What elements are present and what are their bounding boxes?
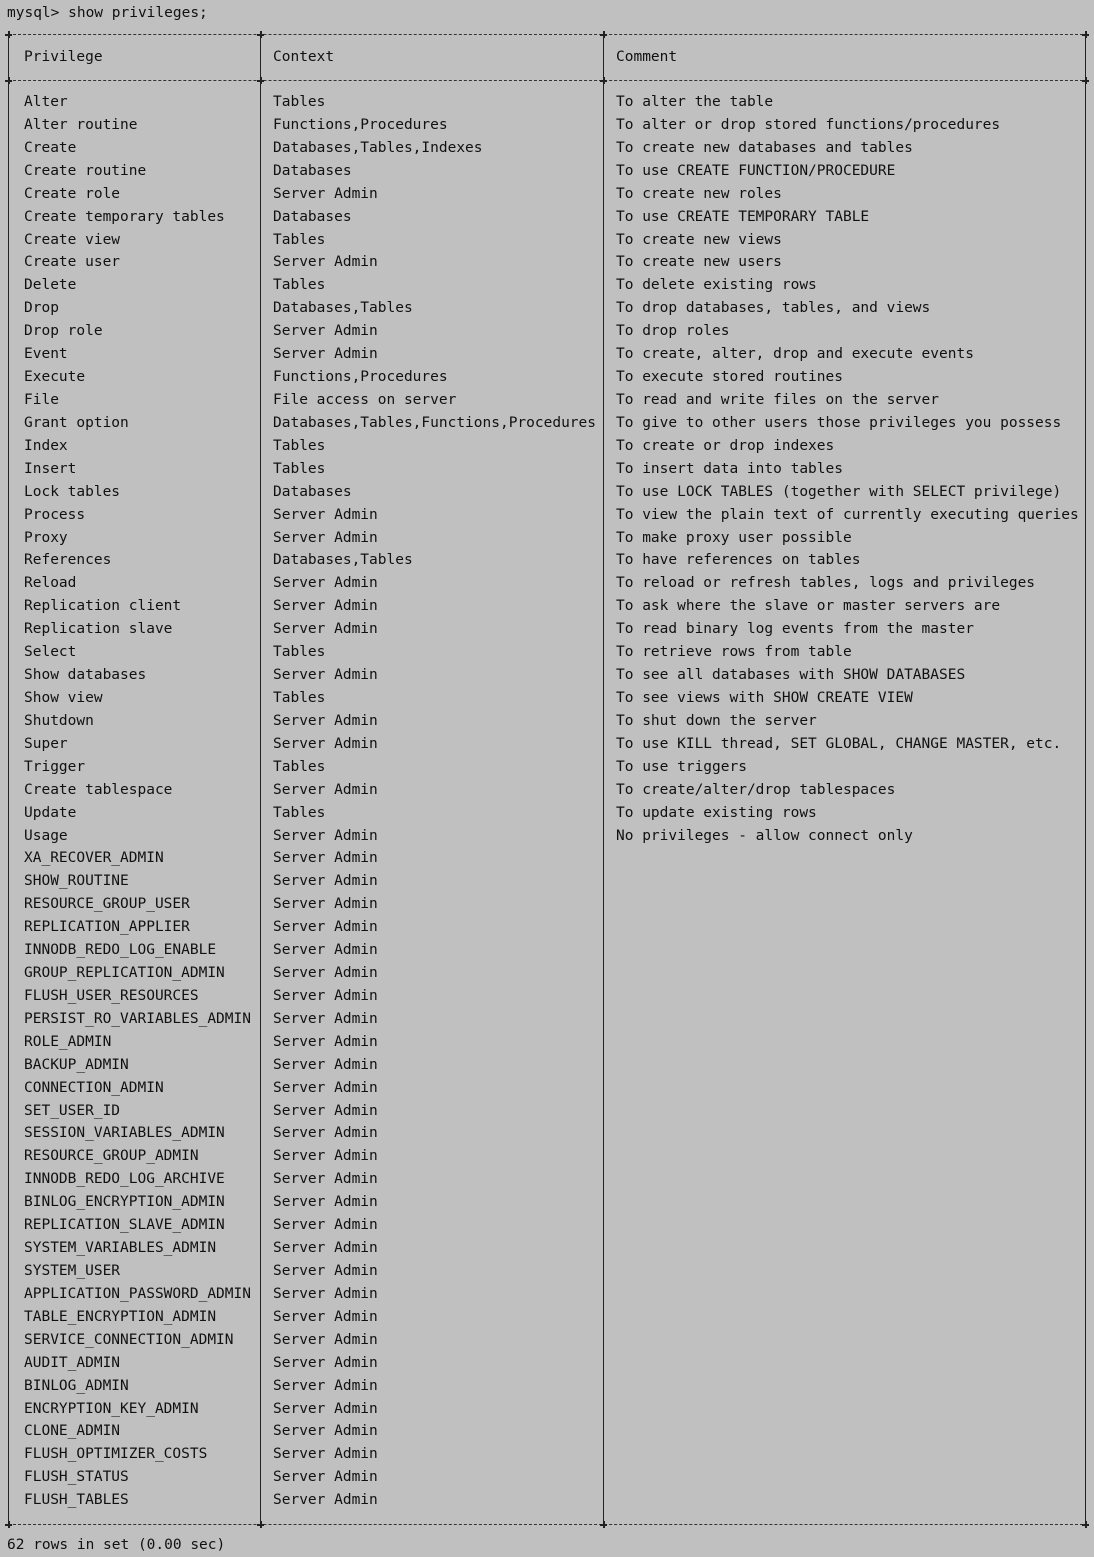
comment-cell: To view the plain text of currently executing queries <box>616 506 1079 523</box>
table-row <box>8 504 1088 527</box>
comment-cell: To create new databases and tables <box>616 139 913 156</box>
table-row <box>8 870 1088 893</box>
context-cell: Server Admin <box>273 1331 378 1348</box>
privilege-cell: APPLICATION_PASSWORD_ADMIN <box>24 1285 251 1302</box>
privilege-cell: REPLICATION_APPLIER <box>24 919 190 936</box>
privilege-cell: Create view <box>24 231 121 248</box>
comment-cell: To read and write files on the server <box>616 391 940 408</box>
table-row <box>8 595 1088 618</box>
table-row <box>8 458 1088 481</box>
comment-cell: To create/alter/drop tablespaces <box>616 781 896 798</box>
junction-mark <box>1082 77 1089 84</box>
privilege-cell: Update <box>24 804 77 821</box>
context-cell: Tables <box>273 644 326 661</box>
comment-cell: To reload or refresh tables, logs and privileges <box>616 575 1036 592</box>
privilege-cell: Delete <box>24 277 77 294</box>
privilege-cell: INNODB_REDO_LOG_ARCHIVE <box>24 1171 225 1188</box>
table-row <box>8 1008 1088 1031</box>
table-row <box>8 1214 1088 1237</box>
table-row <box>8 710 1088 733</box>
context-cell: Server Admin <box>273 185 378 202</box>
junction-mark <box>600 1521 607 1528</box>
privilege-cell: Grant option <box>24 414 129 431</box>
privilege-cell: Trigger <box>24 758 86 775</box>
comment-cell: To use KILL thread, SET GLOBAL, CHANGE MASTER, etc. <box>616 735 1062 752</box>
comment-cell: To make proxy user possible <box>616 529 852 546</box>
context-cell: Server Admin <box>273 1492 378 1509</box>
context-cell: Functions,Procedures <box>273 369 448 386</box>
privilege-cell: Create role <box>24 185 121 202</box>
context-cell: Tables <box>273 460 326 477</box>
context-cell: Server Admin <box>273 1171 378 1188</box>
privilege-cell: SERVICE_CONNECTION_ADMIN <box>24 1331 234 1348</box>
table-bottom-border <box>8 1524 1088 1525</box>
column-header-context: Context <box>273 49 335 65</box>
context-cell: Server Admin <box>273 529 378 546</box>
privilege-cell: TABLE_ENCRYPTION_ADMIN <box>24 1308 217 1325</box>
column-header-privilege: Privilege <box>24 49 103 65</box>
context-cell: Tables <box>273 689 326 706</box>
privilege-cell: Select <box>24 644 77 661</box>
context-cell: Server Admin <box>273 1194 378 1211</box>
privilege-cell: ENCRYPTION_KEY_ADMIN <box>24 1400 199 1417</box>
table-row <box>8 641 1088 664</box>
privilege-cell: PERSIST_RO_VARIABLES_ADMIN <box>24 1010 251 1027</box>
context-cell: Databases,Tables <box>273 552 413 569</box>
context-cell: Server Admin <box>273 781 378 798</box>
privilege-cell: SYSTEM_VARIABLES_ADMIN <box>24 1240 217 1257</box>
comment-cell: To alter the table <box>616 94 774 110</box>
table-row <box>8 1329 1088 1352</box>
comment-cell: To create or drop indexes <box>616 437 835 454</box>
comment-cell: To have references on tables <box>616 552 861 569</box>
context-cell: Server Admin <box>273 873 378 890</box>
privilege-cell: Process <box>24 506 86 523</box>
table-row <box>8 251 1088 274</box>
privilege-cell: GROUP_REPLICATION_ADMIN <box>24 965 225 982</box>
comment-cell: To create new roles <box>616 185 782 202</box>
comment-cell: To alter or drop stored functions/procedures <box>616 116 1001 133</box>
context-cell: Server Admin <box>273 850 378 867</box>
junction-mark <box>5 1521 12 1528</box>
table-row <box>8 389 1088 412</box>
context-cell: Tables <box>273 758 326 775</box>
privilege-cell: REPLICATION_SLAVE_ADMIN <box>24 1217 225 1234</box>
privilege-cell: Super <box>24 735 68 752</box>
privilege-cell: SHOW_ROUTINE <box>24 873 129 890</box>
privilege-cell: Shutdown <box>24 712 94 729</box>
context-cell: Server Admin <box>273 712 378 729</box>
comment-cell: To shut down the server <box>616 712 817 729</box>
table-row <box>8 1237 1088 1260</box>
context-cell: Server Admin <box>273 1446 378 1463</box>
result-status: 62 rows in set (0.00 sec) <box>7 1537 226 1553</box>
context-cell: Server Admin <box>273 1285 378 1302</box>
privilege-cell: Create routine <box>24 162 147 179</box>
table-row <box>8 664 1088 687</box>
table-row <box>8 481 1088 504</box>
table-row <box>8 916 1088 939</box>
comment-cell: To see all databases with SHOW DATABASES <box>616 667 966 684</box>
privilege-cell: ROLE_ADMIN <box>24 1033 112 1050</box>
privilege-cell: Create user <box>24 254 121 271</box>
table-row <box>8 1306 1088 1329</box>
table-row <box>8 229 1088 252</box>
privilege-cell: FLUSH_STATUS <box>24 1469 129 1486</box>
comment-cell: To use CREATE TEMPORARY TABLE <box>616 208 870 225</box>
table-row <box>8 320 1088 343</box>
table-row <box>8 893 1088 916</box>
privilege-cell: BACKUP_ADMIN <box>24 1056 129 1073</box>
context-cell: Databases <box>273 483 352 500</box>
table-row <box>8 160 1088 183</box>
context-cell: Server Admin <box>273 323 378 340</box>
privilege-cell: Create tablespace <box>24 781 173 798</box>
junction-mark <box>600 77 607 84</box>
context-cell: Server Admin <box>273 1148 378 1165</box>
context-cell: Server Admin <box>273 1423 378 1440</box>
table-top-border <box>8 34 1088 35</box>
privilege-cell: Event <box>24 346 68 363</box>
table-row <box>8 527 1088 550</box>
comment-cell: To retrieve rows from table <box>616 644 852 661</box>
table-row <box>8 1145 1088 1168</box>
table-row <box>8 1375 1088 1398</box>
privilege-cell: BINLOG_ADMIN <box>24 1377 129 1394</box>
table-row <box>8 1100 1088 1123</box>
table-row <box>8 1260 1088 1283</box>
context-cell: File access on server <box>273 391 457 408</box>
comment-cell: To read binary log events from the master <box>616 621 974 638</box>
table-row <box>8 1398 1088 1421</box>
privilege-cell: Reload <box>24 575 77 592</box>
context-cell: Databases <box>273 162 352 179</box>
context-cell: Server Admin <box>273 735 378 752</box>
table-row <box>8 114 1088 137</box>
context-cell: Databases <box>273 208 352 225</box>
context-cell: Server Admin <box>273 1240 378 1257</box>
table-header-border <box>8 80 1088 81</box>
column-header-comment: Comment <box>616 49 678 65</box>
context-cell: Server Admin <box>273 1377 378 1394</box>
junction-mark <box>600 31 607 38</box>
table-row <box>8 939 1088 962</box>
context-cell: Server Admin <box>273 827 378 844</box>
privilege-cell: SYSTEM_USER <box>24 1263 121 1280</box>
table-row <box>8 847 1088 870</box>
privilege-cell: FLUSH_OPTIMIZER_COSTS <box>24 1446 208 1463</box>
privilege-cell: XA_RECOVER_ADMIN <box>24 850 164 867</box>
privilege-cell: References <box>24 552 112 569</box>
junction-mark <box>1082 31 1089 38</box>
context-cell: Server Admin <box>273 1033 378 1050</box>
privilege-cell: Execute <box>24 369 86 386</box>
context-cell: Tables <box>273 231 326 248</box>
table-row <box>8 549 1088 572</box>
table-body <box>8 91 1088 1512</box>
comment-cell: No privileges - allow connect only <box>616 827 913 844</box>
table-row <box>8 1054 1088 1077</box>
table-row <box>8 435 1088 458</box>
privilege-cell: FLUSH_USER_RESOURCES <box>24 987 199 1004</box>
privilege-cell: Drop <box>24 300 59 317</box>
context-cell: Server Admin <box>273 346 378 363</box>
privilege-cell: AUDIT_ADMIN <box>24 1354 121 1371</box>
privilege-cell: INNODB_REDO_LOG_ENABLE <box>24 942 217 959</box>
privilege-cell: CLONE_ADMIN <box>24 1423 121 1440</box>
context-cell: Server Admin <box>273 1217 378 1234</box>
privilege-cell: Alter routine <box>24 116 138 133</box>
context-cell: Server Admin <box>273 896 378 913</box>
table-row <box>8 985 1088 1008</box>
comment-cell: To use CREATE FUNCTION/PROCEDURE <box>616 162 896 179</box>
privilege-cell: File <box>24 391 59 408</box>
command-prompt: mysql> show privileges; <box>7 5 208 21</box>
privilege-cell: Lock tables <box>24 483 121 500</box>
context-cell: Databases,Tables,Functions,Procedures <box>273 414 597 431</box>
comment-cell: To see views with SHOW CREATE VIEW <box>616 689 913 706</box>
privilege-cell: Insert <box>24 460 77 477</box>
table-row <box>8 1031 1088 1054</box>
privilege-cell: RESOURCE_GROUP_ADMIN <box>24 1148 199 1165</box>
junction-mark <box>257 77 264 84</box>
context-cell: Databases,Tables <box>273 300 413 317</box>
context-cell: Server Admin <box>273 1308 378 1325</box>
comment-cell: To drop roles <box>616 323 730 340</box>
context-cell: Tables <box>273 804 326 821</box>
table-row <box>8 1352 1088 1375</box>
context-cell: Server Admin <box>273 667 378 684</box>
table-row <box>8 1077 1088 1100</box>
table-row <box>8 412 1088 435</box>
table-row <box>8 618 1088 641</box>
comment-cell: To create, alter, drop and execute events <box>616 346 974 363</box>
table-row <box>8 1420 1088 1443</box>
junction-mark <box>257 1521 264 1528</box>
context-cell: Server Admin <box>273 1079 378 1096</box>
context-cell: Tables <box>273 437 326 454</box>
table-row <box>8 343 1088 366</box>
table-row <box>8 779 1088 802</box>
privilege-cell: Drop role <box>24 323 103 340</box>
comment-cell: To update existing rows <box>616 804 817 821</box>
table-row <box>8 1168 1088 1191</box>
table-row <box>8 733 1088 756</box>
privilege-cell: Show databases <box>24 667 147 684</box>
comment-cell: To drop databases, tables, and views <box>616 300 931 317</box>
context-cell: Server Admin <box>273 987 378 1004</box>
table-row <box>8 274 1088 297</box>
privilege-cell: Alter <box>24 94 68 110</box>
context-cell: Server Admin <box>273 506 378 523</box>
privilege-cell: RESOURCE_GROUP_USER <box>24 896 190 913</box>
privilege-cell: Show view <box>24 689 103 706</box>
context-cell: Server Admin <box>273 1400 378 1417</box>
context-cell: Functions,Procedures <box>273 116 448 133</box>
comment-cell: To create new users <box>616 254 782 271</box>
context-cell: Server Admin <box>273 1125 378 1142</box>
table-row <box>8 366 1088 389</box>
table-row <box>8 825 1088 848</box>
context-cell: Server Admin <box>273 1354 378 1371</box>
privilege-cell: BINLOG_ENCRYPTION_ADMIN <box>24 1194 225 1211</box>
junction-mark <box>1082 1521 1089 1528</box>
table-row <box>8 802 1088 825</box>
context-cell: Databases,Tables,Indexes <box>273 139 483 156</box>
table-row <box>8 297 1088 320</box>
context-cell: Server Admin <box>273 621 378 638</box>
context-cell: Tables <box>273 94 326 110</box>
comment-cell: To ask where the slave or master servers are <box>616 598 1001 615</box>
table-row <box>8 1283 1088 1306</box>
result-table <box>8 34 1088 1526</box>
privilege-cell: SESSION_VARIABLES_ADMIN <box>24 1125 225 1142</box>
privilege-cell: Proxy <box>24 529 68 546</box>
context-cell: Server Admin <box>273 575 378 592</box>
table-row <box>8 572 1088 595</box>
comment-cell: To create new views <box>616 231 782 248</box>
privilege-cell: Index <box>24 437 68 454</box>
table-row <box>8 91 1088 114</box>
privilege-cell: Create <box>24 139 77 156</box>
privilege-cell: Replication slave <box>24 621 173 638</box>
comment-cell: To delete existing rows <box>616 277 817 294</box>
privilege-cell: Replication client <box>24 598 182 615</box>
table-row <box>8 1191 1088 1214</box>
context-cell: Server Admin <box>273 1102 378 1119</box>
table-row <box>8 1489 1088 1512</box>
table-row <box>8 687 1088 710</box>
table-row <box>8 206 1088 229</box>
privilege-cell: CONNECTION_ADMIN <box>24 1079 164 1096</box>
junction-mark <box>5 31 12 38</box>
privilege-cell: FLUSH_TABLES <box>24 1492 129 1509</box>
context-cell: Tables <box>273 277 326 294</box>
table-row <box>8 1122 1088 1145</box>
context-cell: Server Admin <box>273 254 378 271</box>
context-cell: Server Admin <box>273 1263 378 1280</box>
comment-cell: To use triggers <box>616 758 747 775</box>
context-cell: Server Admin <box>273 919 378 936</box>
privilege-cell: Create temporary tables <box>24 208 225 225</box>
table-row <box>8 756 1088 779</box>
privilege-cell: SET_USER_ID <box>24 1102 121 1119</box>
table-row <box>8 962 1088 985</box>
table-row <box>8 137 1088 160</box>
comment-cell: To execute stored routines <box>616 369 843 386</box>
privilege-cell: Usage <box>24 827 68 844</box>
context-cell: Server Admin <box>273 942 378 959</box>
context-cell: Server Admin <box>273 1056 378 1073</box>
table-row <box>8 183 1088 206</box>
comment-cell: To insert data into tables <box>616 460 843 477</box>
junction-mark <box>5 77 12 84</box>
context-cell: Server Admin <box>273 598 378 615</box>
table-header <box>8 46 1088 68</box>
context-cell: Server Admin <box>273 1010 378 1027</box>
comment-cell: To give to other users those privileges you possess <box>616 414 1062 431</box>
context-cell: Server Admin <box>273 1469 378 1486</box>
table-row <box>8 1443 1088 1466</box>
context-cell: Server Admin <box>273 965 378 982</box>
table-row <box>8 1466 1088 1489</box>
junction-mark <box>257 31 264 38</box>
comment-cell: To use LOCK TABLES (together with SELECT privilege) <box>616 483 1062 500</box>
